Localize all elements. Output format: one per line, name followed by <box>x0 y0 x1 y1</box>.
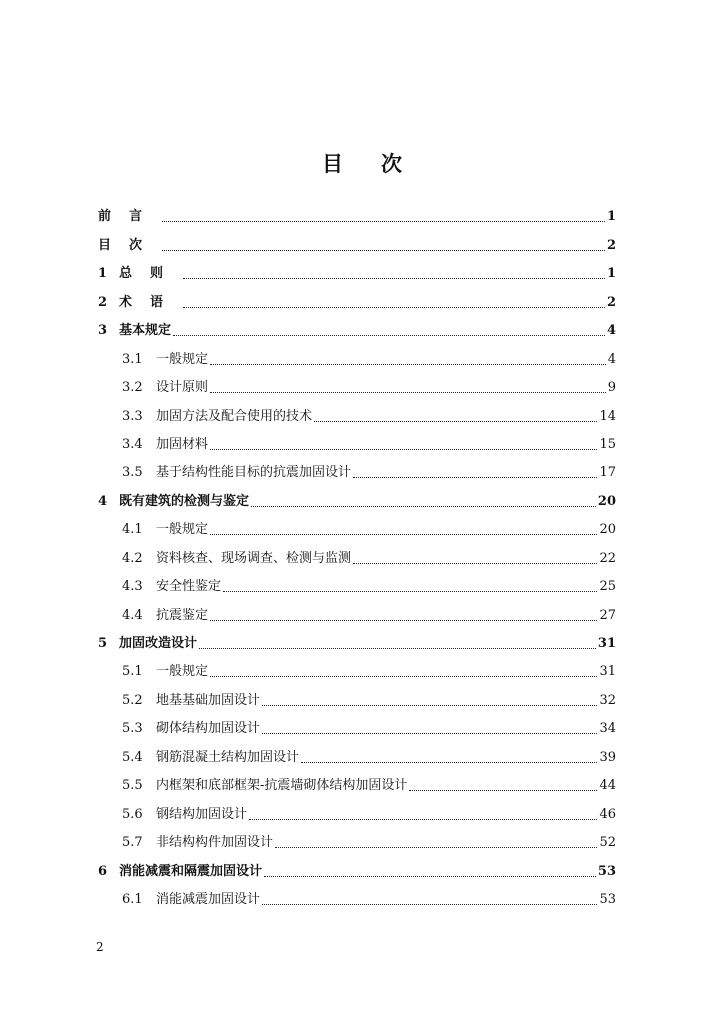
toc-entry-label: 既有建筑的检测与鉴定 <box>119 493 250 509</box>
toc-entry[interactable] <box>98 457 616 485</box>
table-of-contents <box>98 201 616 912</box>
toc-entry-page: 32 <box>599 692 616 708</box>
toc-entry[interactable] <box>98 884 616 912</box>
toc-entry-number: 4 <box>98 493 108 509</box>
toc-entry-page: 1 <box>606 266 616 282</box>
toc-entry[interactable] <box>98 770 616 798</box>
toc-entry-label: 加固改造设计 <box>119 636 198 651</box>
toc-entry[interactable] <box>98 571 616 599</box>
dot-leader <box>223 591 597 592</box>
toc-entry-number: 3 <box>98 323 108 339</box>
dot-leader <box>262 733 597 734</box>
toc-entry-label: 一般规定 <box>156 664 209 680</box>
toc-entry-number: 4.2 <box>122 550 143 566</box>
page-title <box>0 148 724 178</box>
toc-entry[interactable] <box>98 628 616 656</box>
toc-entry-label: 总则 <box>119 266 182 282</box>
toc-entry-page: 31 <box>597 636 616 651</box>
toc-entry-number: 4.1 <box>122 522 143 538</box>
toc-entry-number: 5 <box>98 636 108 651</box>
toc-entry-page: 53 <box>599 891 616 907</box>
toc-entry-page: 20 <box>597 493 616 509</box>
toc-entry[interactable] <box>98 258 616 286</box>
toc-entry-page: 52 <box>599 835 616 851</box>
toc-entry-page: 4 <box>607 351 616 367</box>
dot-leader <box>183 307 605 308</box>
toc-entry[interactable] <box>98 229 616 257</box>
dot-leader <box>210 364 606 365</box>
toc-entry-label: 安全性鉴定 <box>156 579 222 595</box>
dot-leader <box>249 819 597 820</box>
dot-leader <box>353 563 597 564</box>
dot-leader <box>210 449 597 450</box>
toc-entry-label: 目次 <box>98 237 161 253</box>
toc-entry-page: 34 <box>599 721 616 737</box>
toc-entry[interactable] <box>98 485 616 513</box>
toc-entry-number: 3.4 <box>122 436 143 452</box>
toc-entry-page: 17 <box>599 465 616 481</box>
toc-entry-number: 5.6 <box>122 806 143 822</box>
toc-entry-label: 钢筋混凝土结构加固设计 <box>156 749 300 765</box>
dot-leader <box>183 278 605 279</box>
dot-leader <box>162 221 605 222</box>
toc-entry-page: 4 <box>606 323 616 339</box>
toc-entry[interactable] <box>98 315 616 343</box>
toc-entry-number: 5.7 <box>122 835 143 851</box>
dot-leader <box>301 762 597 763</box>
toc-entry-label: 一般规定 <box>156 351 209 367</box>
dot-leader <box>353 477 597 478</box>
toc-entry-label: 术语 <box>119 294 182 310</box>
toc-entry-label: 前言 <box>98 209 161 225</box>
dot-leader <box>251 506 596 507</box>
dot-leader <box>210 392 606 393</box>
toc-entry-page: 44 <box>599 778 616 794</box>
dot-leader <box>199 648 596 649</box>
toc-entry[interactable] <box>98 827 616 855</box>
toc-entry-number: 4.4 <box>122 607 143 623</box>
dot-leader <box>275 847 597 848</box>
dot-leader <box>262 904 597 905</box>
toc-entry-number: 3.2 <box>122 380 143 396</box>
toc-entry-page: 15 <box>599 436 616 452</box>
dot-leader <box>314 421 597 422</box>
toc-entry-label: 设计原则 <box>156 380 209 396</box>
title-char-1: 目 <box>322 151 343 176</box>
toc-entry-number: 4.3 <box>122 579 143 595</box>
footer-page-number: 2 <box>96 940 104 954</box>
toc-entry-number: 5.1 <box>122 664 143 680</box>
toc-entry-page: 20 <box>599 522 616 538</box>
toc-entry[interactable] <box>98 372 616 400</box>
toc-entry-number: 5.3 <box>122 721 143 737</box>
toc-entry[interactable] <box>98 542 616 570</box>
dot-leader <box>264 876 596 877</box>
dot-leader <box>210 676 597 677</box>
toc-entry-page: 53 <box>597 863 616 879</box>
toc-entry-label: 钢结构加固设计 <box>156 806 248 822</box>
toc-entry-page: 2 <box>606 294 616 310</box>
toc-entry-label: 基于结构性能目标的抗震加固设计 <box>156 465 352 481</box>
toc-entry[interactable] <box>98 599 616 627</box>
toc-entry[interactable] <box>98 798 616 826</box>
title-char-2: 次 <box>381 151 402 176</box>
toc-entry[interactable] <box>98 741 616 769</box>
toc-entry-page: 31 <box>599 664 616 680</box>
toc-entry-page: 39 <box>599 749 616 765</box>
toc-entry-number: 5.4 <box>122 749 143 765</box>
toc-entry[interactable] <box>98 343 616 371</box>
toc-entry-label: 一般规定 <box>156 522 209 538</box>
toc-entry-label: 资料核查、现场调查、检测与监测 <box>156 550 352 566</box>
dot-leader <box>409 790 597 791</box>
toc-entry-number: 2 <box>98 294 108 310</box>
toc-entry-number: 5.2 <box>122 692 143 708</box>
toc-entry[interactable] <box>98 713 616 741</box>
dot-leader <box>173 335 605 336</box>
toc-entry-label: 基本规定 <box>119 323 172 339</box>
toc-entry-number: 3.1 <box>122 351 143 367</box>
toc-entry[interactable] <box>98 201 616 229</box>
dot-leader <box>262 705 597 706</box>
toc-entry[interactable] <box>98 429 616 457</box>
toc-entry-label: 地基基础加固设计 <box>156 692 261 708</box>
toc-entry-label: 消能减震和隔震加固设计 <box>119 863 263 879</box>
dot-leader <box>210 534 597 535</box>
toc-entry-label: 非结构构件加固设计 <box>156 835 274 851</box>
toc-entry-label: 抗震鉴定 <box>156 607 209 623</box>
toc-entry[interactable] <box>98 684 616 712</box>
toc-entry-number: 1 <box>98 266 108 282</box>
toc-entry[interactable] <box>98 514 616 542</box>
toc-entry-number: 3.5 <box>122 465 143 481</box>
toc-entry-page: 14 <box>599 408 616 424</box>
toc-entry-label: 砌体结构加固设计 <box>156 721 261 737</box>
toc-entry-number: 3.3 <box>122 408 143 424</box>
toc-entry-number: 6 <box>98 863 108 879</box>
toc-entry[interactable] <box>98 286 616 314</box>
toc-entry-number: 6.1 <box>122 891 143 907</box>
toc-entry-page: 22 <box>599 550 616 566</box>
toc-entry-label: 消能减震加固设计 <box>156 891 261 907</box>
toc-entry-page: 46 <box>599 806 616 822</box>
dot-leader <box>210 620 597 621</box>
toc-entry[interactable] <box>98 855 616 883</box>
toc-entry-label: 内框架和底部框架-抗震墙砌体结构加固设计 <box>156 778 408 794</box>
toc-entry-label: 加固材料 <box>156 436 209 452</box>
toc-entry-page: 25 <box>599 579 616 595</box>
toc-entry[interactable] <box>98 656 616 684</box>
toc-entry-page: 2 <box>606 237 616 253</box>
toc-entry-page: 9 <box>607 380 616 396</box>
dot-leader <box>162 250 605 251</box>
toc-entry-page: 27 <box>599 607 616 623</box>
toc-entry-page: 1 <box>606 209 616 225</box>
toc-entry-label: 加固方法及配合使用的技术 <box>156 408 313 424</box>
toc-entry[interactable] <box>98 400 616 428</box>
toc-entry-number: 5.5 <box>122 778 143 794</box>
